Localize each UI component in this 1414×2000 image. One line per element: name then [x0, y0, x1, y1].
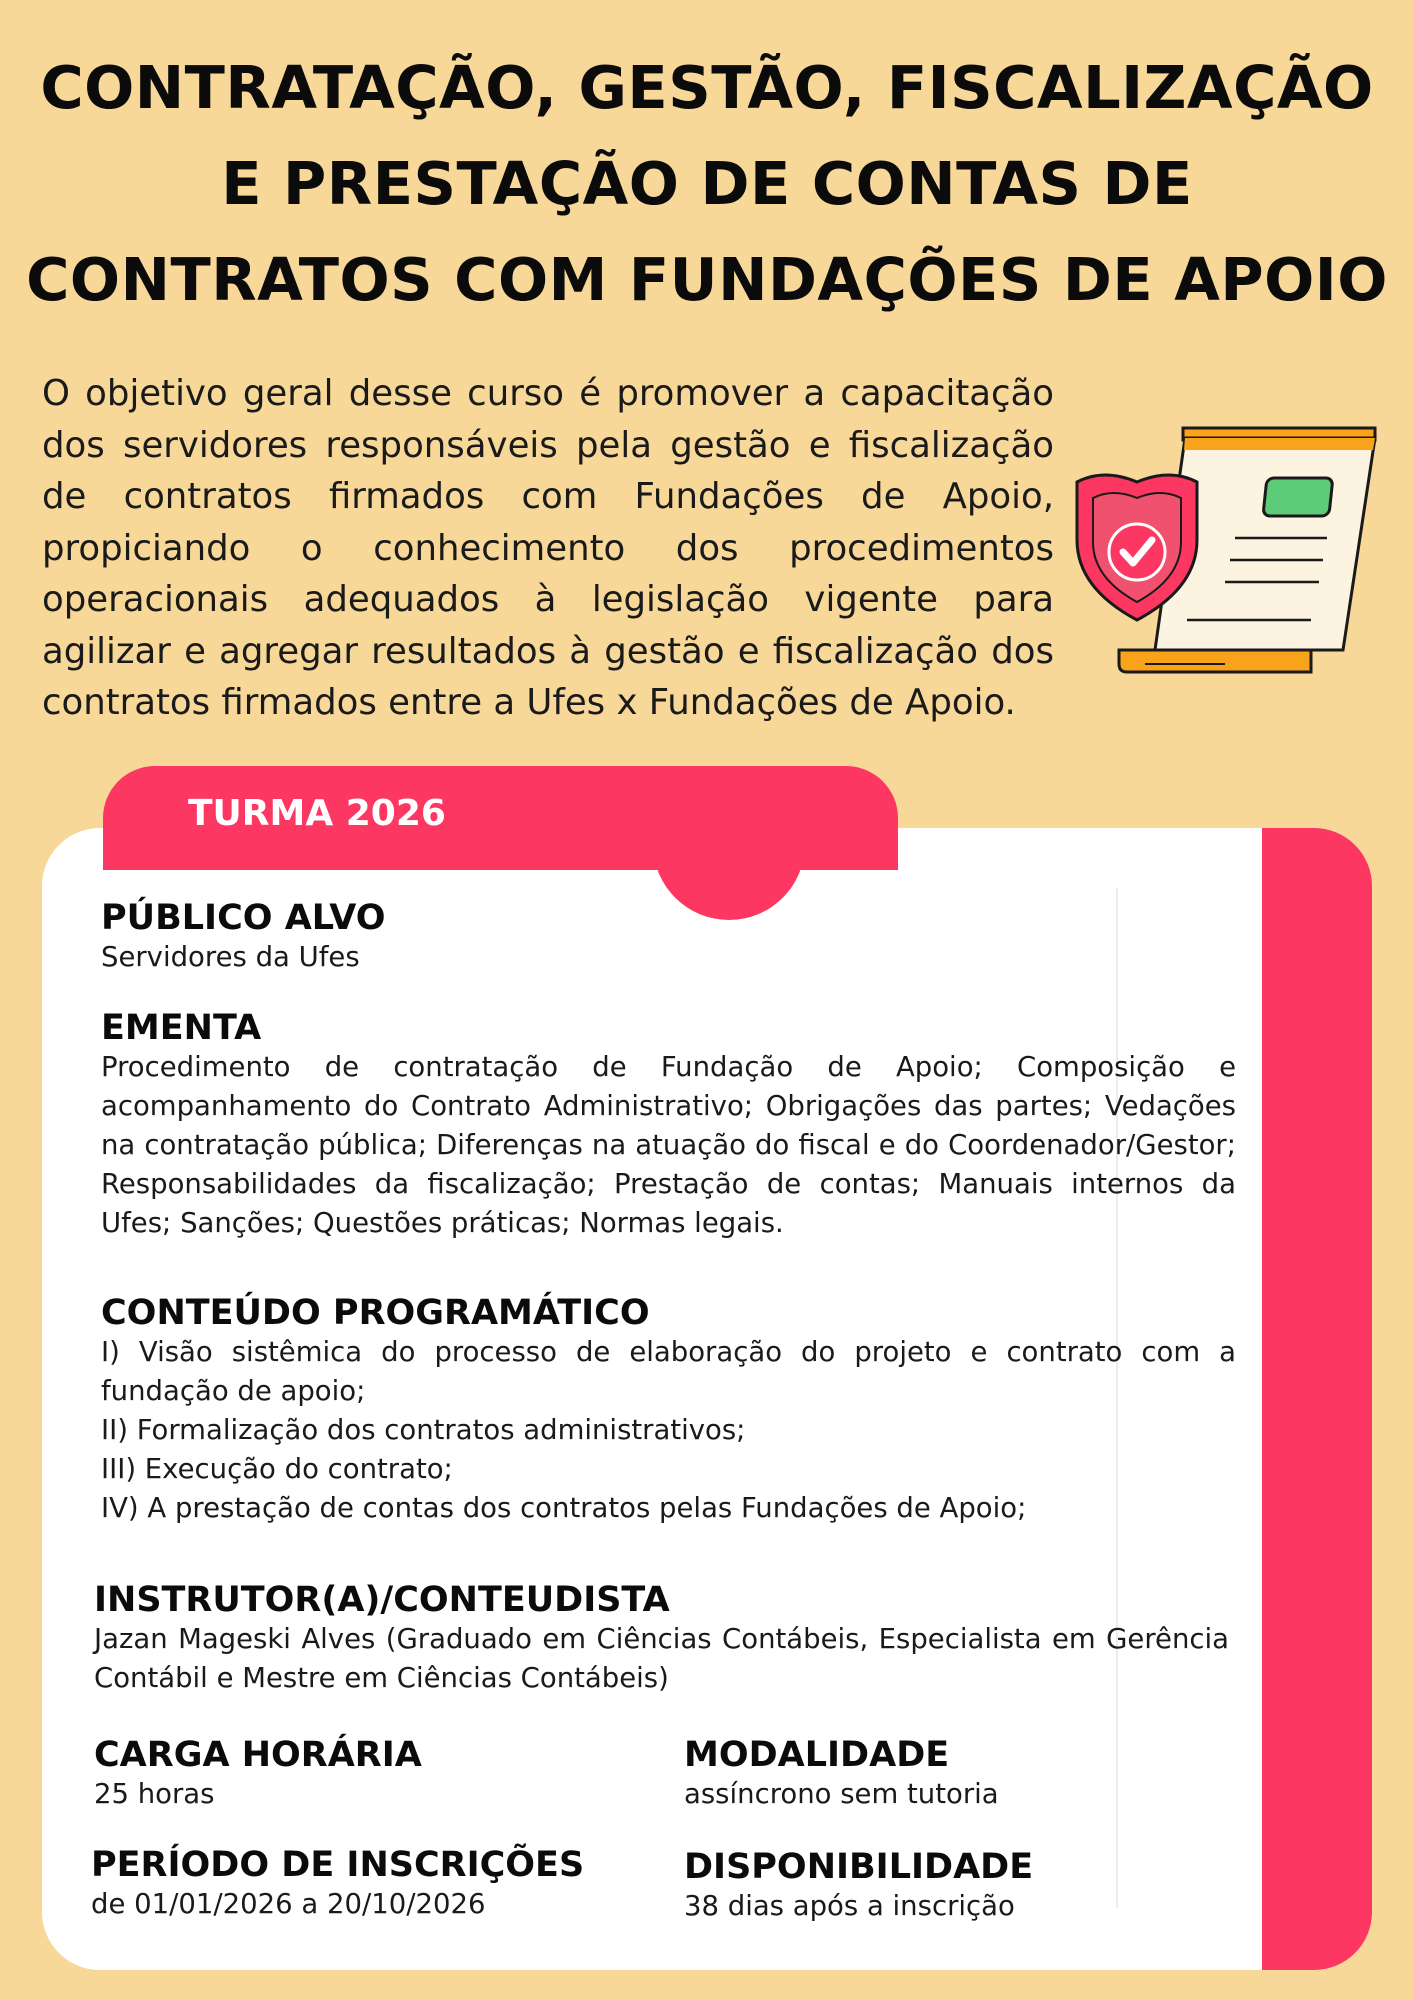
periodo-text: de 01/01/2026 a 20/10/2026 [91, 1888, 486, 1920]
card-stripe [1262, 828, 1372, 1970]
publico-text: Servidores da Ufes [101, 941, 360, 973]
conteudo-heading: CONTEÚDO PROGRAMÁTICO [101, 1293, 650, 1333]
carga-section [94, 1735, 654, 1814]
periodo-section [91, 1845, 671, 1924]
publico-heading: PÚBLICO ALVO [101, 898, 386, 938]
title-line: CONTRATOS COM FUNDAÇÕES DE APOIO [26, 245, 1388, 314]
intro-text: O objetivo geral desse curso é promover a capacitação dos servidores responsáveis pela gestão e fiscalização de contratos firmados com Fundações de Apoio, propiciando o conhecimento dos procedimentos operacionais adequados à legislação vigente para agilizar e agregar resultados à gestão e fiscalização dos contratos firmados entre a Ufes x Fundações de Apoio. [42, 373, 1054, 723]
title-line: CONTRATAÇÃO, GESTÃO, FISCALIZAÇÃO [40, 53, 1374, 122]
disponibilidade-text: 38 dias após a inscrição [684, 1890, 1015, 1922]
modalidade-text: assíncrono sem tutoria [684, 1778, 999, 1810]
conteudo-list [101, 1333, 1236, 1528]
ementa-section [101, 1008, 1236, 1243]
periodo-heading: PERÍODO DE INSCRIÇÕES [91, 1845, 585, 1885]
carga-heading: CARGA HORÁRIA [94, 1735, 422, 1775]
instrutor-heading: INSTRUTOR(A)/CONTEUDISTA [94, 1580, 670, 1620]
modalidade-section [684, 1735, 1104, 1814]
title-line: E PRESTAÇÃO DE CONTAS DE [221, 149, 1193, 218]
carga-text: 25 horas [94, 1778, 215, 1810]
list-item: III) Execução do contrato; [101, 1453, 453, 1485]
contract-illustration [1075, 420, 1380, 685]
ementa-heading: EMENTA [101, 1008, 262, 1048]
publico-section [101, 898, 1236, 977]
conteudo-section [101, 1293, 1236, 1528]
turma-label: TURMA 2026 [188, 793, 446, 834]
list-item: IV) A prestação de contas dos contratos pelas Fundações de Apoio; [101, 1492, 1027, 1524]
ementa-text: Procedimento de contratação de Fundação de Apoio; Composição e acompanhamento do Contrato Administrativo; Obrigações das partes; Vedações na contratação pública; Diferenças na atuação do fiscal e do Coordenador/Gestor; Responsabilidades da fiscalização; Prestação de contas; Manuais internos da Ufes; Sanções; Questões práticas; Normas legais. [101, 1051, 1236, 1239]
disponibilidade-heading: DISPONIBILIDADE [684, 1847, 1034, 1887]
list-item: II) Formalização dos contratos administrativos; [101, 1414, 746, 1446]
instrutor-text: Jazan Mageski Alves (Graduado em Ciências Contábeis, Especialista em Gerência Contábil e Mestre em Ciências Contábeis) [94, 1623, 1229, 1694]
instrutor-section [94, 1580, 1229, 1698]
modalidade-heading: MODALIDADE [684, 1735, 950, 1775]
page-title [20, 40, 1394, 328]
list-item: I) Visão sistêmica do processo de elaboração do projeto e contrato com a fundação de apoio; [101, 1336, 1236, 1407]
disponibilidade-section [684, 1847, 1104, 1926]
